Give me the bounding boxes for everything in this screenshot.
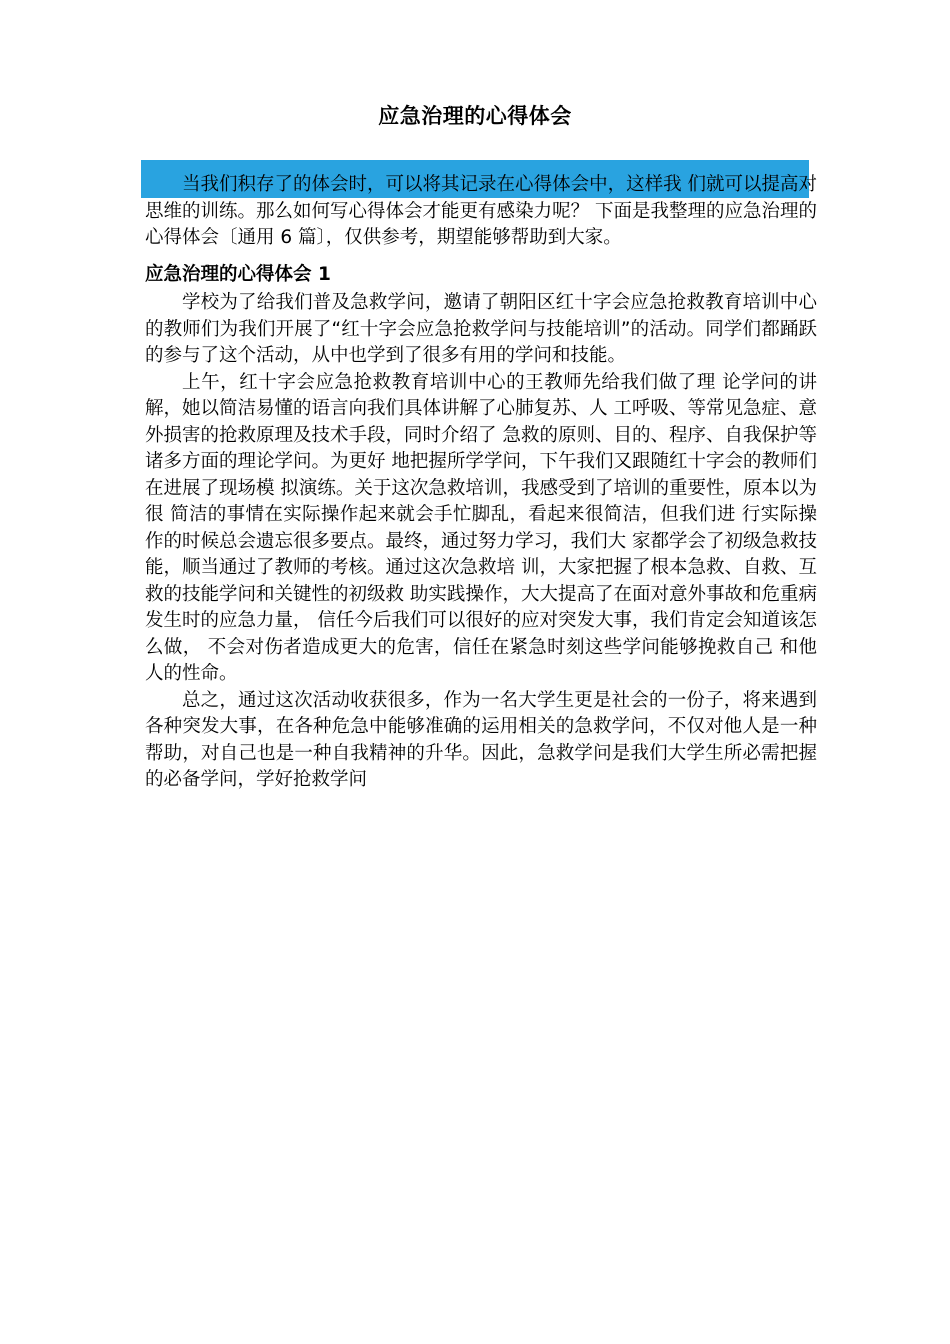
body-paragraph-2: 上午，红十字会应急抢救教育培训中心的王教师先给我们做了理 论学问的讲解，她以简洁易懂的语言向我们具体讲解了心肺复苏、人 工呼吸、等常见急症、意外损害的抢救原理及技术手段，同时介绍了 急救的原则、目的、程序、自我保护等诸多方面的理论学问。为更好 地把握所学学问，下午我们又跟随红十字会的教师们在进展了现场模 拟演练。关于这次急救培训，我感受到了培训的重要性，原本以为很 简洁的事情在实际操作起来就会手忙脚乱，看起来很简洁，但我们进 行实际操作的时候总会遗忘很多要点。最终，通过努力学习，我们大 家都学会了初级急救技能，顺当通过了教师的考核。通过这次急救培 训，大家把握了根本急救、自救、互救的技能学问和关键性的初级救 助实践操作，大大提高了在面对意外事故和危重病发生时的应急力量， 信任今后我们可以很好的应对突发大事，我们肯定会知道该怎么做， 不会对伤者造成更大的危害，信任在紧急时刻这些学问能够挽救自己 和他人的性命。 [145, 371, 817, 684]
document-body [145, 172, 817, 794]
body-paragraph-1: 学校为了给我们普及急救学问，邀请了朝阳区红十字会应急抢救教育培训中心的教师们为我们开展了“红十字会应急抢救学问与技能培训”的活动。同学们都踊跃的参与了这个活动，从中也学到了很多有用的学问和技能。 [145, 292, 817, 366]
section-heading: 应急治理的心得体会 1 [145, 263, 331, 285]
body-paragraph-3: 总之，通过这次活动收获很多，作为一名大学生更是社会的一份子，将来遇到各种突发大事，在各种危急中能够准确的运用相关的急救学问，不仅对他人是一种帮助，对自己也是一种自我精神的升华。因此，急救学问是我们大学生所必需把握的必备学问，学好抢救学问 [145, 689, 817, 790]
intro-paragraph: 当我们积存了的体会时，可以将其记录在心得体会中，这样我 们就可以提高对思维的训练。那么如何写心得体会才能更有感染力呢？ 下面是我整理的应急治理的心得体会〔通用 6 篇〕，仅供参考，期望能够帮助到大家。 [145, 174, 817, 248]
document-title: 应急治理的心得体会 [378, 104, 572, 128]
